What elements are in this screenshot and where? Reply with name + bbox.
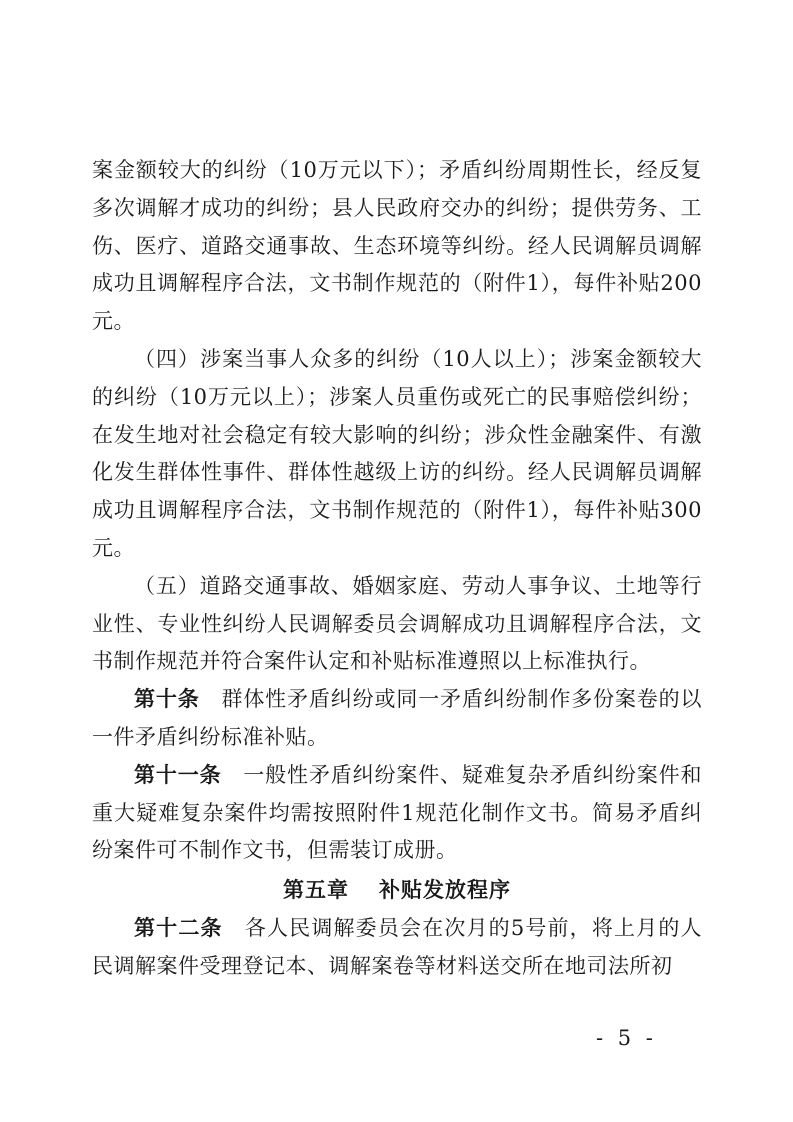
article-12-label: 第十二条 (134, 916, 223, 941)
paragraph-continuation: 案金额较大的纠纷（10万元以下）；矛盾纠纷周期性长，经反复多次调解才成功的纠纷；县人民政府交办的纠纷；提供劳务、工伤、医疗、道路交通事故、生态环境等纠纷。经人民调解员调解成功且调解程序合法，文书制作规范的（附件1），每件补贴200元。 (92, 158, 702, 334)
chapter-title: 补贴发放程序 (379, 878, 511, 903)
chapter-heading (92, 870, 702, 910)
article-11-text: 一般性矛盾纠纷案件、疑难复杂矛盾纠纷案件和重大疑难复杂案件均需按照附件1规范化制作文书。简易矛盾纠纷案件可不制作文书，但需装订成册。 (92, 762, 703, 863)
paragraph-item-5: （五）道路交通事故、婚姻家庭、劳动人事争议、土地等行业性、专业性纠纷人民调解委员会调解成功且调解程序合法，文书制作规范并符合案件认定和补贴标准遵照以上标准执行。 (92, 573, 702, 674)
page-number: - 5 - (596, 1026, 657, 1050)
document-body (92, 152, 702, 986)
article-11 (92, 757, 702, 870)
article-12 (92, 910, 702, 986)
article-10-text: 群体性矛盾纠纷或同一矛盾纠纷制作多份案卷的以一件矛盾纠纷标准补贴。 (92, 687, 703, 749)
chapter-number: 第五章 (283, 878, 349, 903)
article-10 (92, 681, 702, 757)
article-11-label: 第十一条 (134, 762, 222, 787)
paragraph-item-4: （四）涉案当事人众多的纠纷（10人以上）；涉案金额较大的纠纷（10万元以上）；涉案人员重伤或死亡的民事赔偿纠纷；在发生地对社会稳定有较大影响的纠纷；涉众性金融案件、有激化发生群体性事件、群体性越级上访的纠纷。经人民调解员调解成功且调解程序合法，文书制作规范的（附件1），每件补贴300元。 (92, 346, 702, 560)
article-12-text: 各人民调解委员会在次月的5号前，将上月的人民调解案件受理登记本、调解案卷等材料送交所在地司法所初 (92, 916, 703, 978)
article-10-label: 第十条 (134, 687, 200, 712)
